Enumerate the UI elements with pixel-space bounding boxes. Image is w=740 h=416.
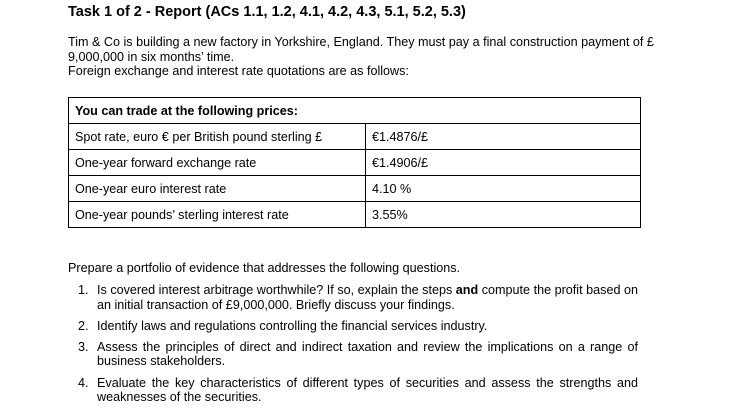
row-label-euro-interest: One-year euro interest rate (69, 176, 366, 202)
task-title: Task 1 of 2 - Report (ACs 1.1, 1.2, 4.1, 4.2, 4.3, 5.1, 5.2, 5.3) (68, 4, 466, 20)
list-item (68, 340, 638, 369)
table-row (69, 202, 641, 228)
prepare-instruction: Prepare a portfolio of evidence that addresses the following questions. (68, 261, 461, 275)
question-number: 2. (78, 319, 89, 333)
row-value-forward-rate: €1.4906/£ (366, 150, 641, 176)
question-text: Identify laws and regulations controlling the financial services industry. (97, 319, 488, 333)
row-value-euro-interest: 4.10 % (366, 176, 641, 202)
price-table-header-row (69, 98, 641, 124)
question-list (68, 283, 638, 411)
question-text: Evaluate the key characteristics of different types of securities and assess the strengths and weaknesses of the securities. (97, 375, 638, 404)
price-table-header: You can trade at the following prices: (69, 98, 641, 124)
question-number: 4. (78, 375, 89, 390)
intro-paragraph-1: Tim & Co is building a new factory in Yorkshire, England. They must pay a final construction payment of £ 9,000,000 in six months’ time. (68, 35, 654, 64)
question-bold-word: and (455, 283, 479, 297)
list-item (68, 319, 638, 334)
table-row (69, 150, 641, 176)
row-value-spot-rate: €1.4876/£ (366, 124, 641, 150)
intro-text (68, 35, 668, 79)
question-text: Is covered interest arbitrage worthwhile? If so, explain the steps (97, 283, 456, 297)
row-value-sterling-interest: 3.55% (366, 202, 641, 228)
list-item (68, 283, 638, 312)
question-number: 3. (78, 339, 89, 354)
row-label-sterling-interest: One-year pounds’ sterling interest rate (69, 202, 366, 228)
list-item (68, 376, 638, 405)
question-text: Assess the principles of direct and indirect taxation and review the implications on a range of business stakeholders. (97, 339, 638, 368)
intro-paragraph-2: Foreign exchange and interest rate quotations are as follows: (68, 64, 409, 78)
row-label-forward-rate: One-year forward exchange rate (69, 150, 366, 176)
price-table (68, 97, 641, 228)
table-row (69, 124, 641, 150)
question-text-continued: compute the profit based on an initial transaction of £9,000,000. Briefly discuss your findings. (97, 283, 639, 312)
question-number: 1. (78, 283, 89, 297)
row-label-spot-rate: Spot rate, euro € per British pound sterling £ (69, 124, 366, 150)
table-row (69, 176, 641, 202)
